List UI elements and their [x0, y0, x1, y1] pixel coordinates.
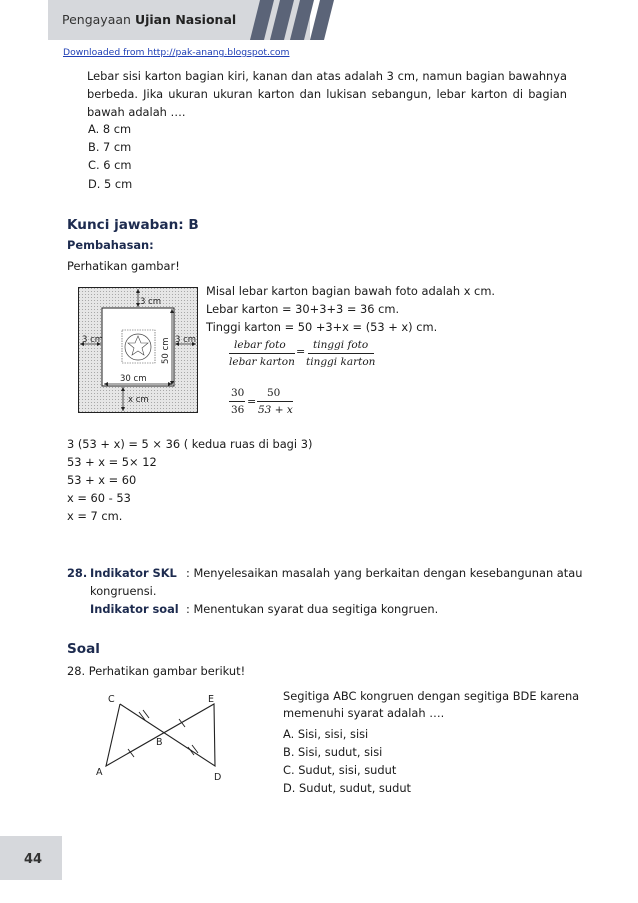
- eq-sign-2: =: [247, 395, 257, 408]
- step-4: x = 60 - 53: [67, 491, 131, 505]
- download-link[interactable]: Downloaded from http://pak-anang.blogspot.com: [63, 47, 290, 58]
- option-c: C. 6 cm: [88, 158, 132, 172]
- page-number: 44: [24, 852, 43, 867]
- soal-option-b: B. Sisi, sudut, sisi: [283, 745, 383, 759]
- step-5: x = 7 cm.: [67, 509, 123, 523]
- soal-statement-1: Segitiga ABC kongruen dengan segitiga BDE karena: [283, 689, 580, 703]
- label-left: 3 cm: [82, 335, 104, 345]
- eq-sign-1: =: [296, 345, 306, 358]
- vertex-c: C: [108, 694, 115, 705]
- option-b: B. 7 cm: [88, 140, 132, 154]
- header-stripes: [240, 0, 340, 40]
- frac1-den: lebar karton: [229, 356, 295, 368]
- frac1-bar: [229, 353, 295, 354]
- step-1: 3 (53 + x) = 5 × 36 ( kedua ruas di bagi 3): [67, 437, 313, 451]
- step-3: 53 + x = 60: [67, 473, 137, 487]
- header-title: Pengayaan Ujian Nasional: [62, 12, 237, 27]
- option-d: D. 5 cm: [88, 177, 133, 191]
- vertex-a: A: [96, 767, 103, 778]
- indicator-skl-text: : Menyelesaikan masalah yang berkaitan dengan kesebangunan atau: [186, 566, 583, 580]
- indicator-skl-cont: kongruensi.: [90, 584, 157, 598]
- soal-question: 28. Perhatikan gambar berikut!: [67, 664, 246, 678]
- soal-option-c: C. Sudut, sisi, sudut: [283, 763, 397, 777]
- frac3-num: 30: [231, 387, 245, 399]
- triangle-figure: [90, 692, 230, 787]
- indicator-soal-label: Indikator soal: [90, 602, 179, 616]
- label-right: 3 cm: [175, 335, 197, 345]
- question-text: Lebar sisi karton bagian kiri, kanan dan atas adalah 3 cm, namun bagian bawahnya berbeda. Jika ukuran ukuran karton dan lukisan sebangun, lebar karton di bagian bawah adalah ….: [87, 69, 567, 119]
- vertex-b: B: [156, 737, 163, 748]
- soal-heading: Soal: [67, 641, 100, 657]
- frac2-num: tinggi foto: [313, 339, 369, 351]
- soal-statement-2: memenuhi syarat adalah ….: [283, 706, 445, 720]
- soal-option-d: D. Sudut, sudut, sudut: [283, 781, 412, 795]
- explain-line-2: Lebar karton = 30+3+3 = 36 cm.: [206, 302, 400, 316]
- indicator-number: 28.: [67, 566, 88, 580]
- frac2-den: tinggi karton: [306, 356, 376, 368]
- karton-figure: [78, 287, 198, 413]
- indicator-skl-label: Indikator SKL: [90, 566, 177, 580]
- label-height: 50 cm: [161, 337, 171, 364]
- label-bottom: x cm: [128, 395, 149, 405]
- frac2-bar: [308, 353, 374, 354]
- answer-key: Kunci jawaban: B: [67, 217, 199, 233]
- frac4-bar: [257, 401, 293, 402]
- label-top: 3 cm: [140, 297, 162, 307]
- look-figure: Perhatikan gambar!: [67, 259, 180, 273]
- frac3-bar: [229, 401, 245, 402]
- indicator-soal-text: : Menentukan syarat dua segitiga kongruen.: [186, 602, 439, 616]
- label-width: 30 cm: [120, 374, 147, 384]
- frac1-num: lebar foto: [234, 339, 286, 351]
- soal-option-a: A. Sisi, sisi, sisi: [283, 727, 369, 741]
- explain-line-3: Tinggi karton = 50 +3+x = (53 + x) cm.: [206, 320, 438, 334]
- frac4-den: 53 + x: [258, 404, 293, 416]
- vertex-e: E: [208, 694, 215, 705]
- explain-line-1: Misal lebar karton bagian bawah foto adalah x cm.: [206, 284, 496, 298]
- vertex-d: D: [214, 772, 222, 783]
- discussion-heading: Pembahasan:: [67, 238, 154, 252]
- option-a: A. 8 cm: [88, 122, 132, 136]
- frac4-num: 50: [267, 387, 281, 399]
- step-2: 53 + x = 5× 12: [67, 455, 157, 469]
- frac3-den: 36: [231, 404, 245, 416]
